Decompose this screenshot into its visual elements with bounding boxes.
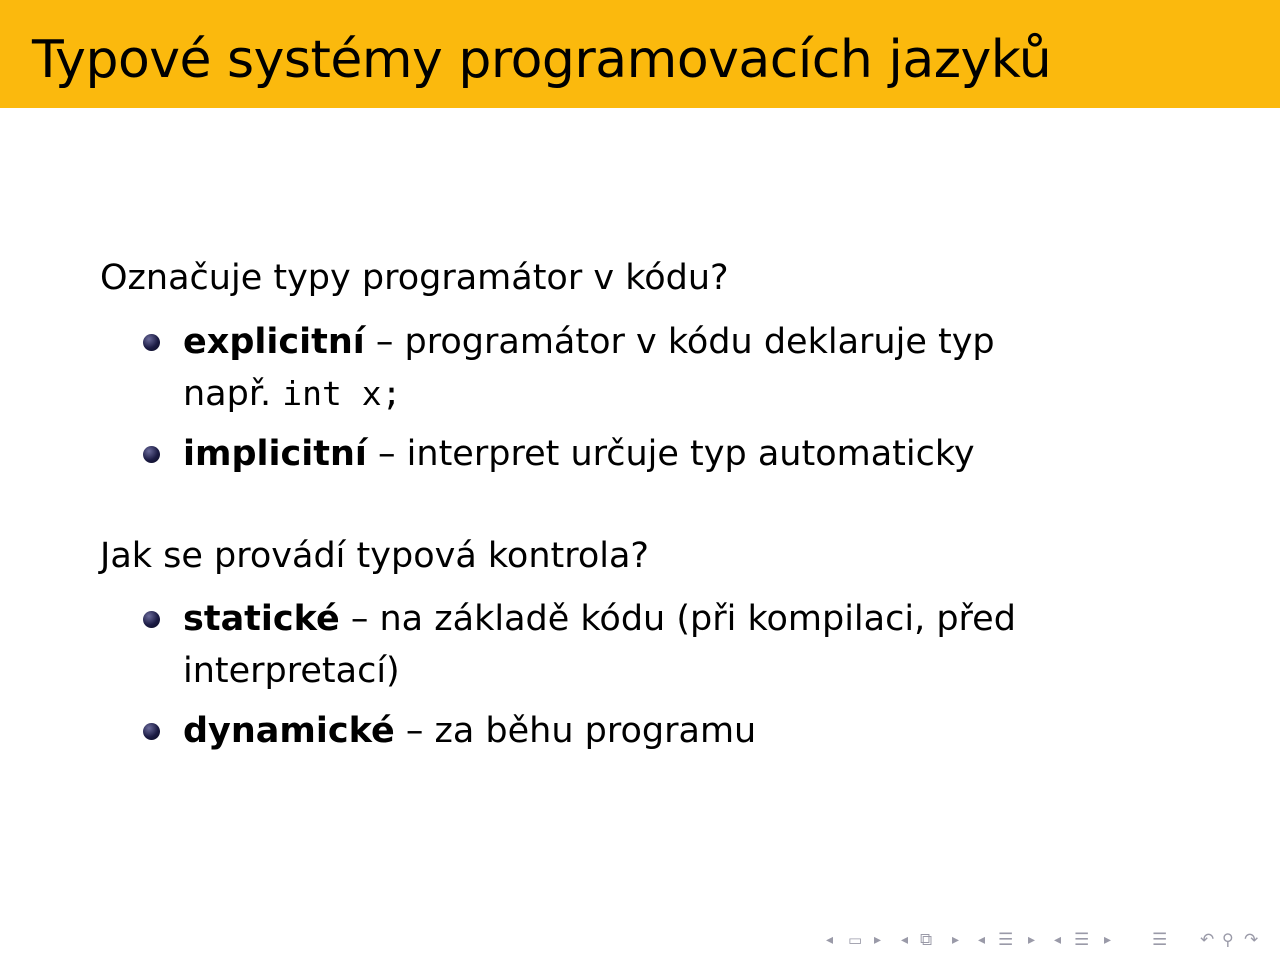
nav-right-arrow-icon[interactable]: ▸ — [1028, 932, 1036, 948]
nav-right-arrow-icon[interactable]: ▸ — [952, 932, 960, 948]
nav-right-arrow-icon[interactable]: ▸ — [874, 932, 882, 948]
nav-left-arrow-icon[interactable]: ◂ — [826, 932, 834, 948]
beamer-navigation-bar — [826, 928, 1276, 952]
item-term: dynamické — [183, 711, 395, 751]
section-icon[interactable]: ☰ — [998, 930, 1014, 950]
item-text: – za běhu programu — [405, 711, 757, 751]
code-snippet: int x; — [282, 374, 402, 413]
frame-icon[interactable]: ▭ — [848, 931, 863, 949]
section-question: Jak se provádí typová kontrola? — [100, 536, 650, 576]
item-term: statické — [183, 599, 340, 639]
bullet-icon — [143, 723, 160, 740]
item-term: implicitní — [183, 434, 367, 474]
item-text-continued: interpretací) — [183, 651, 400, 691]
item-text: – interpret určuje typ automaticky — [378, 434, 975, 474]
nav-left-arrow-icon[interactable]: ◂ — [978, 932, 986, 948]
presentation-icon[interactable]: ☰ — [1074, 930, 1090, 950]
nav-right-arrow-icon[interactable]: ▸ — [1104, 932, 1112, 948]
section-question: Označuje typy programátor v kódu? — [100, 258, 729, 298]
bullet-icon — [143, 334, 160, 351]
bullet-icon — [143, 446, 160, 463]
slide-title: Typové systémy programovacích jazyků — [32, 30, 1052, 90]
item-text-prefix: např. — [183, 374, 272, 414]
redo-icon[interactable]: ↷ — [1244, 930, 1259, 950]
nav-left-arrow-icon[interactable]: ◂ — [1054, 932, 1062, 948]
subsection-icon[interactable]: ⧉ — [920, 930, 933, 950]
bullet-icon — [143, 611, 160, 628]
item-term: explicitní — [183, 322, 365, 362]
nav-left-arrow-icon[interactable]: ◂ — [901, 932, 909, 948]
search-icon[interactable]: ⚲ — [1222, 930, 1234, 949]
item-text: – na základě kódu (při kompilaci, před — [350, 599, 1016, 639]
outline-icon[interactable]: ☰ — [1152, 930, 1168, 950]
undo-icon[interactable]: ↶ — [1200, 930, 1215, 950]
item-text: – programátor v kódu deklaruje typ — [375, 322, 995, 362]
